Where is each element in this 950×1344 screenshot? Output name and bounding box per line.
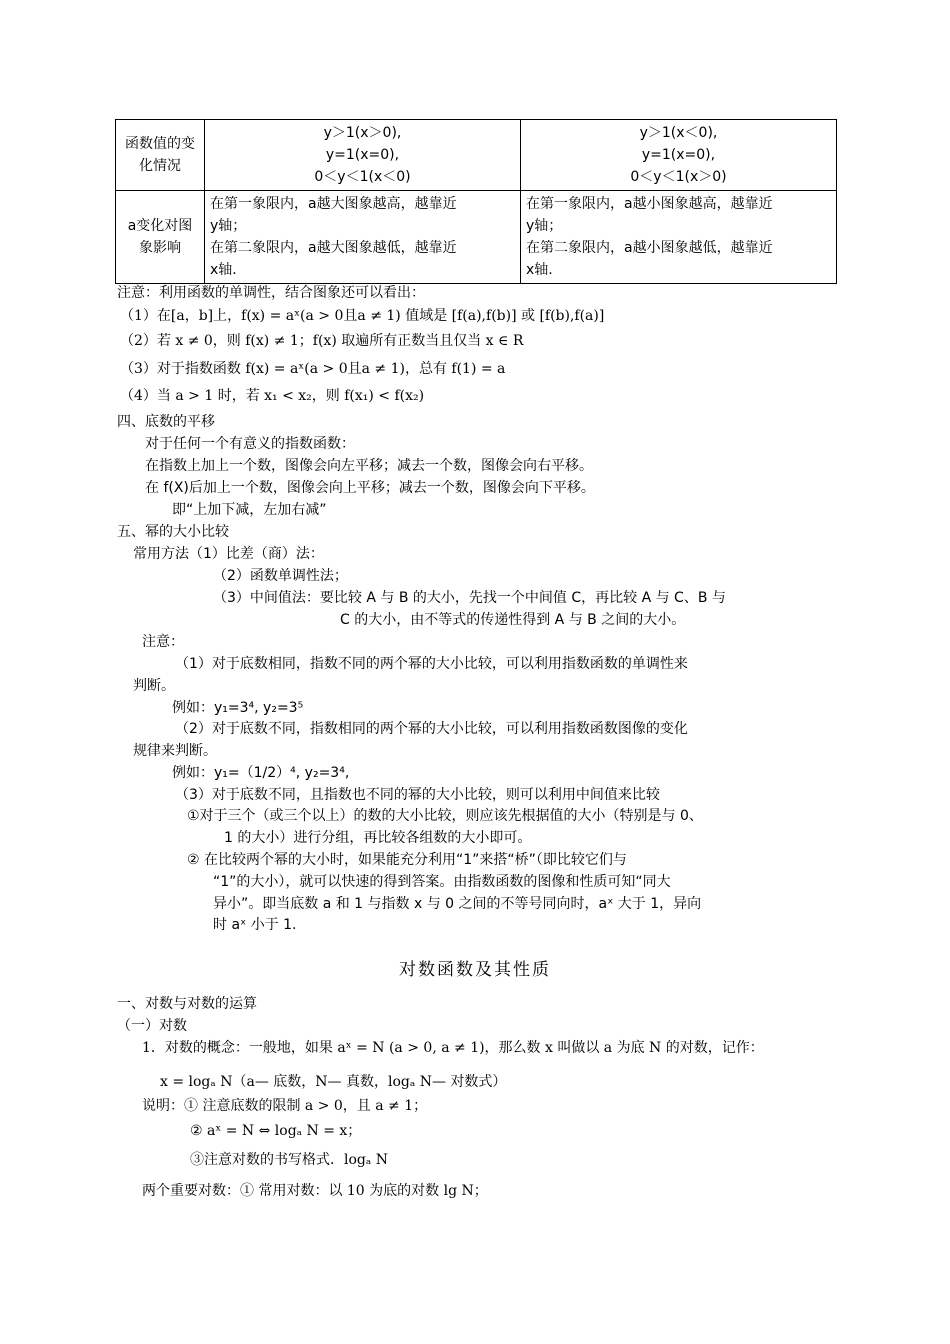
cell-line: x轴. [210, 262, 237, 278]
cell-line: y轴； [210, 218, 247, 234]
properties-table [115, 119, 837, 284]
paragraph-line: 在指数上加上一个数，图像会向左平移；减去一个数，图像会向右平移。 [145, 458, 593, 474]
paragraph-line: 对于任何一个有意义的指数函数： [145, 436, 355, 452]
paragraph-line: 1 的大小）进行分组，再比较各组数的大小即可。 [224, 830, 532, 846]
paragraph-line: 即“上加下减，左加右减” [172, 502, 327, 518]
log-heading: 一、对数与对数的运算 [117, 996, 257, 1012]
table-cell [205, 191, 521, 284]
cell-line: 在第一象限内，a越小图象越高，越靠近 [526, 196, 773, 212]
example-line: 例如：y₁=（1/2）⁴, y₂=3⁴, [172, 765, 350, 781]
section-heading-4: 四、底数的平移 [117, 414, 215, 430]
paragraph-line: （3）中间值法：要比较 A 与 B 的大小，先找一个中间值 C，再比较 A 与 C、B 与 [213, 590, 726, 606]
paragraph-line: 异小”。即当底数 a 和 1 与指数 x 与 0 之间的不等号同向时，aˣ 大于 1，异向 [213, 896, 702, 912]
log-important: 两个重要对数：① 常用对数：以 10 为底的对数 lg N； [142, 1183, 488, 1199]
cell-line: 0＜y＜1(x＜0) [314, 169, 411, 185]
paragraph-line: 在 f(X)后加上一个数，图像会向上平移；减去一个数，图像会向下平移。 [145, 480, 595, 496]
paragraph-line: 时 aˣ 小于 1. [213, 917, 297, 933]
paragraph-line: ①对于三个（或三个以上）的数的大小比较，则应该先根据值的大小（特别是与 0、 [187, 808, 703, 824]
paragraph-line: 判断。 [133, 678, 175, 694]
note-heading: 注意：利用函数的单调性，结合图象还可以看出： [117, 285, 425, 301]
note-label: 注意： [142, 634, 184, 650]
paragraph-line: （1）对于底数相同，指数不同的两个幂的大小比较，可以利用指数函数的单调性来 [175, 656, 688, 672]
note-item-3: （3）对于指数函数 f(x) = aˣ(a > 0且a ≠ 1)，总有 f(1) = a [120, 361, 506, 377]
note-item-1: （1）在[a，b]上，f(x) = aˣ(a > 0且a ≠ 1) 值域是 [f(a),f(b)] 或 [f(b),f(a)] [120, 308, 605, 324]
log-subheading: （一）对数 [117, 1018, 187, 1034]
section-title: 对数函数及其性质 [399, 960, 551, 980]
section-heading-5: 五、幂的大小比较 [117, 524, 229, 540]
cell-line: 在第二象限内，a越小图象越低，越靠近 [526, 240, 773, 256]
table-row [116, 191, 837, 284]
paragraph-line: “1”的大小），就可以快速的得到答案。由指数函数的图像和性质可知“同大 [213, 874, 671, 890]
paragraph-line: 常用方法（1）比差（商）法： [133, 546, 324, 562]
table-cell [205, 120, 521, 191]
cell-line: y=1(x=0), [641, 147, 716, 163]
paragraph-line: 规律来判断。 [133, 743, 217, 759]
cell-line: y＞1(x＞0), [323, 125, 402, 141]
paragraph-line: ② 在比较两个幂的大小时，如果能充分利用“1”来搭“桥”（即比较它们与 [187, 852, 627, 868]
cell-line: x轴. [526, 262, 553, 278]
paragraph-line: （3）对于底数不同，且指数也不同的幂的大小比较，则可以利用中间值来比较 [175, 787, 660, 803]
paragraph-line: C 的大小，由不等式的传递性得到 A 与 B 之间的大小。 [340, 612, 686, 628]
log-definition: 1．对数的概念：一般地，如果 aˣ = N (a > 0, a ≠ 1)，那么数 x 叫做以 a 为底 N 的对数，记作： [142, 1040, 764, 1056]
row-header: 函数值的变化情况 [116, 120, 205, 191]
note-item-4: （4）当 a > 1 时，若 x₁ < x₂，则 f(x₁) < f(x₂) [120, 388, 425, 404]
cell-line: y＞1(x＜0), [639, 125, 718, 141]
table-cell [521, 120, 837, 191]
log-notation: x = logₐ N（a— 底数，N— 真数，logₐ N— 对数式） [160, 1074, 507, 1090]
cell-line: 在第二象限内，a越大图象越低，越靠近 [210, 240, 457, 256]
cell-line: 在第一象限内，a越大图象越高，越靠近 [210, 196, 457, 212]
paragraph-line: （2）对于底数不同，指数相同的两个幂的大小比较，可以利用指数函数图像的变化 [175, 721, 688, 737]
log-note-1: 说明：① 注意底数的限制 a > 0，且 a ≠ 1； [142, 1098, 428, 1114]
cell-line: y=1(x=0), [325, 147, 400, 163]
example-line: 例如：y₁=3⁴, y₂=3⁵ [172, 700, 304, 716]
row-header: a变化对图象影响 [116, 191, 205, 284]
cell-line: y轴； [526, 218, 563, 234]
table-row [116, 120, 837, 191]
log-note-3: ③注意对数的书写格式．logₐ N [190, 1152, 388, 1168]
cell-line: 0＜y＜1(x＞0) [630, 169, 727, 185]
table-cell [521, 191, 837, 284]
log-note-2: ② aˣ = N ⇔ logₐ N = x； [190, 1123, 362, 1139]
paragraph-line: （2）函数单调性法； [213, 568, 348, 584]
note-item-2: （2）若 x ≠ 0，则 f(x) ≠ 1；f(x) 取遍所有正数当且仅当 x ∈ R [120, 333, 524, 349]
